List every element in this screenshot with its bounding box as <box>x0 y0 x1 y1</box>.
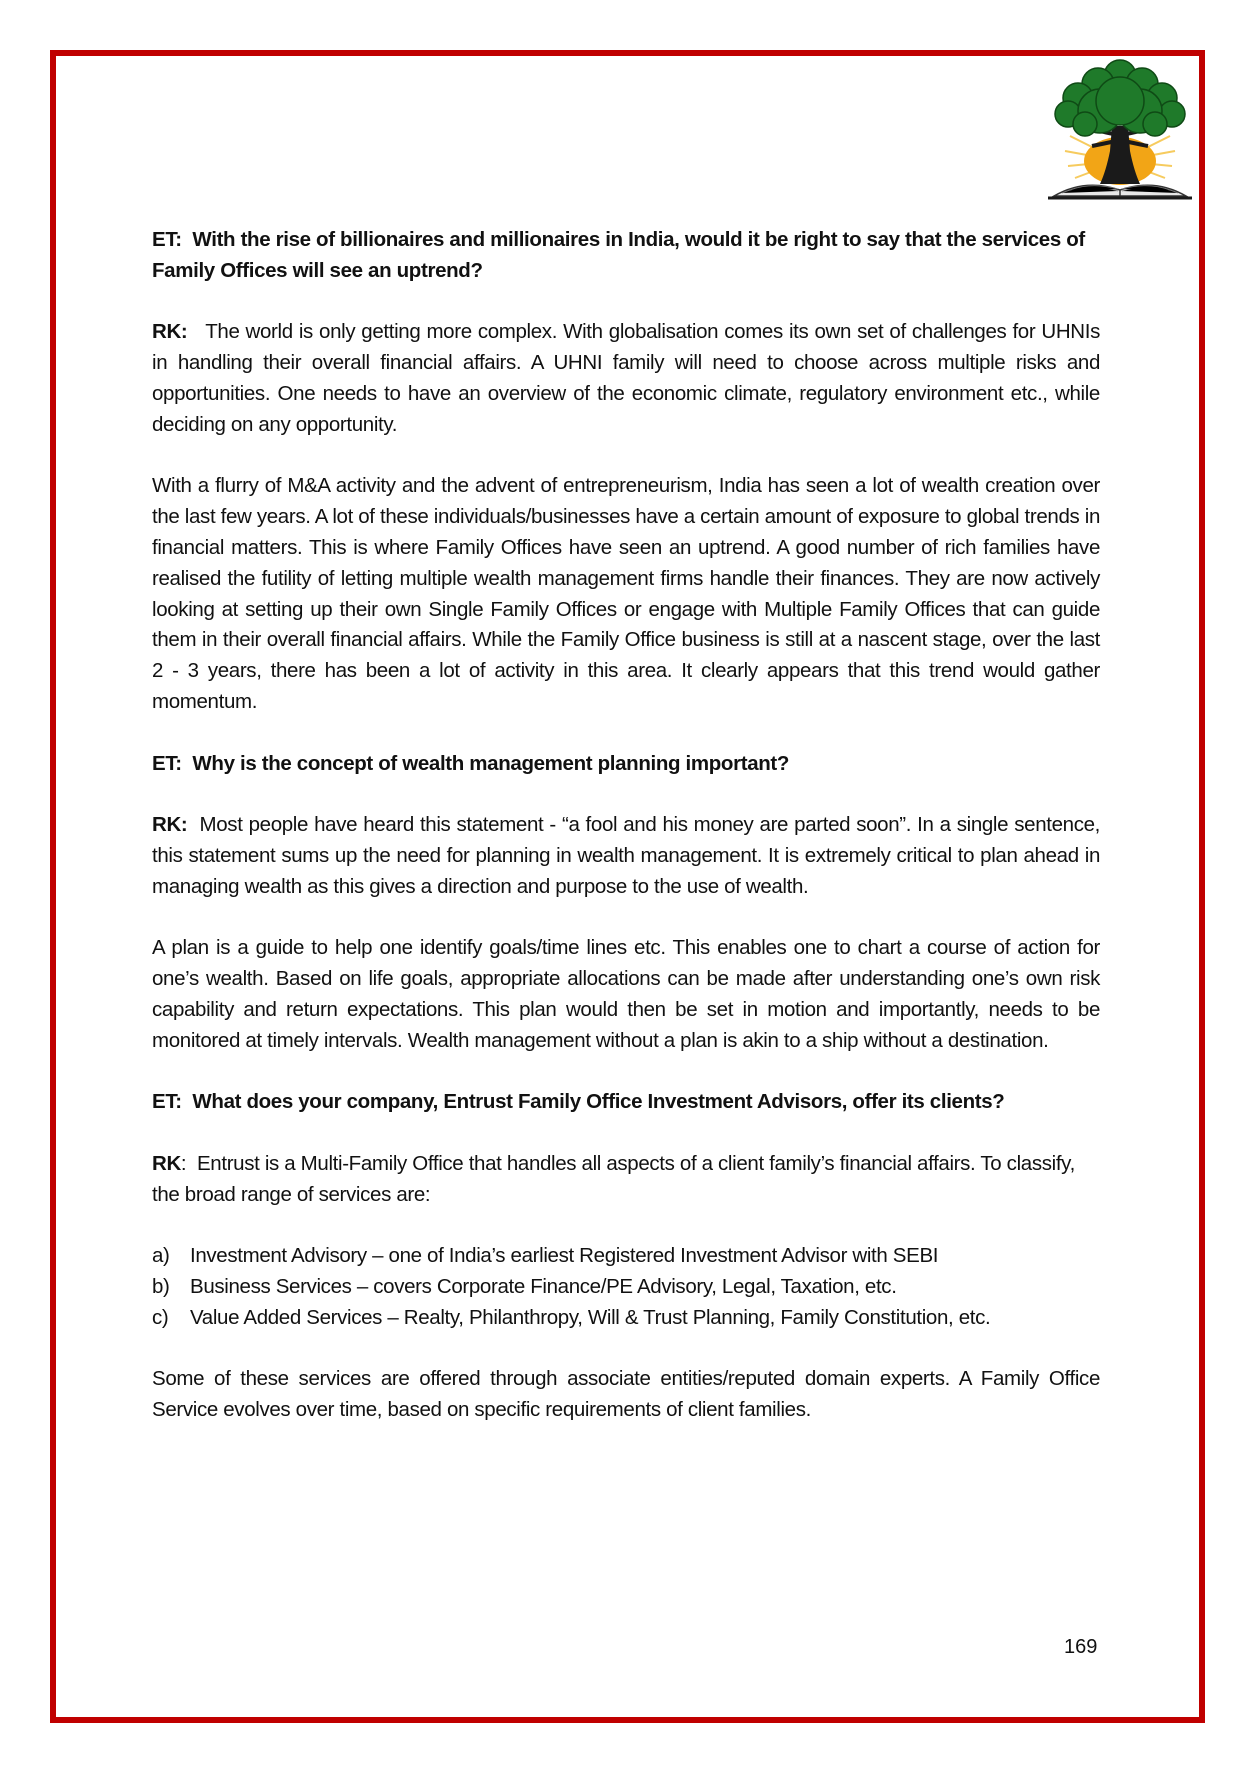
answer-speaker: RK: <box>152 813 188 837</box>
question-text: With the rise of billionaires and millionaires in India, would it be right to say that the services of Family Offices will see an uptrend? <box>152 228 1085 282</box>
services-list-item <box>152 1241 1100 1272</box>
answer-text: Most people have heard this statement - “a fool and his money are parted soon”. In a single sentence, this statement sums up the need for planning in wealth management. It is extremely critical to plan ahead in managing wealth as this gives a direction and purpose to the use of wealth. <box>152 813 1100 898</box>
tree-over-open-book-logo-icon <box>1040 56 1200 206</box>
answer-3-closing-paragraph: Some of these services are offered through associate entities/reputed domain experts. A Family Office Service evolves over time, based on specific requirements of client families. <box>152 1367 1100 1422</box>
question-text: Why is the concept of wealth management planning important? <box>192 751 790 775</box>
services-list-item <box>152 1303 1100 1334</box>
list-item-text: Value Added Services – Realty, Philanthropy, Will & Trust Planning, Family Constitution, etc. <box>190 1305 991 1329</box>
list-marker: c) <box>152 1305 169 1329</box>
services-list <box>152 1241 1100 1333</box>
answer-speaker-colon: : <box>180 1151 187 1175</box>
question-text: What does your company, Entrust Family Office Investment Advisors, offer its clients? <box>192 1090 1005 1114</box>
page-number: 169 <box>1064 1636 1098 1658</box>
question-1 <box>152 225 1100 287</box>
answer-text: Entrust is a Multi-Family Office that handles all aspects of a client family’s financial affairs. To classify, the broad range of services are: <box>152 1151 1075 1206</box>
answer-1-paragraph-2: With a flurry of M&A activity and the advent of entrepreneurism, India has seen a lot of wealth creation over the last few years. A lot of these individuals/businesses have a certain amount of exposure to global trends in financial matters. This is where Family Offices have seen an uptrend. A good number of rich families have realised the futility of letting multiple wealth management firms handle their finances. They are now actively looking at setting up their own Single Family Offices or engage with Multiple Family Offices that can guide them in their overall financial affairs. While the Family Office business is still at a nascent stage, over the last 2 - 3 years, there has been a lot of activity in this area. It clearly appears that this trend would gather momentum. <box>152 474 1101 713</box>
answer-2-paragraph-2: A plan is a guide to help one identify goals/time lines etc. This enables one to chart a course of action for one’s wealth. Based on life goals, appropriate allocations can be made after understanding one’s own risk capability and return expectations. This plan would then be set in motion and importantly, needs to be monitored at timely intervals. Wealth management without a plan is akin to a ship without a destination. <box>152 936 1100 1052</box>
answer-text: The world is only getting more complex. With globalisation comes its own set of challenges for UHNIs in handling their overall financial affairs. A UHNI family will need to choose across multiple risks and opportunities. One needs to have an overview of the economic climate, regulatory environment etc., while deciding on any opportunity. <box>152 320 1101 436</box>
question-speaker: ET: <box>152 228 182 251</box>
question-2 <box>152 749 1100 780</box>
services-list-item <box>152 1272 1100 1303</box>
question-speaker: ET: <box>152 751 182 775</box>
list-marker: b) <box>152 1275 170 1299</box>
question-speaker: ET: <box>152 1090 182 1114</box>
list-item-text: Business Services – covers Corporate Finance/PE Advisory, Legal, Taxation, etc. <box>190 1275 897 1299</box>
answer-2-paragraph-1 <box>152 810 1100 902</box>
answer-1-paragraph-1 <box>152 317 1100 440</box>
list-marker: a) <box>152 1244 170 1268</box>
answer-3-paragraph-1 <box>152 1149 1100 1211</box>
interview-body <box>152 225 1100 1457</box>
answer-speaker: RK <box>152 1151 181 1175</box>
answer-speaker: RK: <box>152 320 188 344</box>
list-item-text: Investment Advisory – one of India’s earliest Registered Investment Advisor with SEBI <box>190 1244 939 1268</box>
question-3 <box>152 1087 1100 1118</box>
